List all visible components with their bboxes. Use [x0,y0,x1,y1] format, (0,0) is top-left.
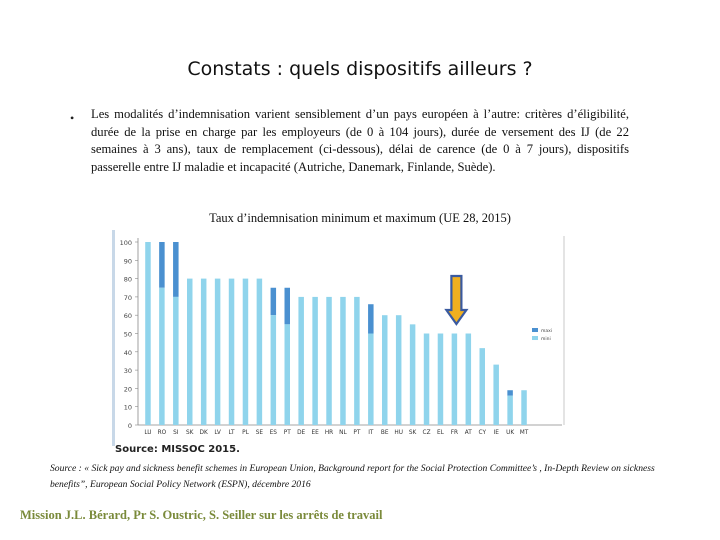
y-tick-label: 80 [123,275,132,284]
bar-mini [243,279,249,425]
bar-mini [201,279,207,425]
bar-mini [285,324,291,425]
bar-mini [521,390,527,425]
footer-text: Mission J.L. Bérard, Pr S. Oustric, S. Seiller sur les arrêts de travail [20,508,383,522]
chart-left-edge [112,230,115,446]
bar-mini [480,348,486,425]
y-tick-label: 70 [123,293,132,302]
bar-mini [187,279,193,425]
x-tick-label: BE [380,430,389,436]
bar-mini [438,334,444,426]
bar-mini [159,288,165,425]
x-tick-label: SE [255,430,264,436]
y-tick-label: 60 [123,312,132,321]
bar-chart [112,230,567,458]
bar-maxi [285,288,291,325]
legend-label: maxi [541,329,553,335]
x-tick-label: IE [493,430,499,436]
bar-mini [368,334,374,426]
x-tick-label: CY [478,430,486,436]
bar-mini [410,324,416,425]
x-tick-label: EL [437,430,444,436]
source-note: Source : « Sick pay and sickness benefit schemes in European Union, Background report for the Social Protection Committee’s , In-Depth Review on sickness benefits”, European Social Policy Network (ESPN), décembre 2016 [50,463,655,490]
x-tick-label: AT [464,430,472,436]
x-tick-label: UK [506,430,515,436]
bar-mini [298,297,304,425]
legend-label: mini [541,337,551,343]
x-tick-label: HU [394,430,403,436]
legend-swatch [532,328,538,332]
slide-title: Constats : quels dispositifs ailleurs ? [187,58,533,80]
y-tick-label: 100 [119,239,132,247]
y-tick-label: 30 [123,367,132,376]
bar-mini [229,279,235,425]
x-tick-label: SK [186,430,194,436]
bar-mini [493,365,499,425]
bar-mini [271,315,277,425]
x-tick-label: LT [228,430,235,436]
x-tick-label: FR [450,430,459,436]
bar-mini [466,334,472,426]
y-tick-label: 20 [123,385,132,394]
x-tick-label: HR [324,430,334,436]
y-tick-label: 0 [127,422,132,430]
x-tick-label: LV [214,430,221,436]
bullet-text: Les modalités d’indemnisation varient sensiblement d’un pays européen à l’autre: critères d’éligibilité, durée de la prise en charge par les employeurs (de 0 à 104 jours), durée de versement des IJ (de 22 semaines à 3 ans), taux de remplacement (ci-dessous), délai de carence (de 0 à 7 jours), dispositifs passerelle entre IJ maladie et incapacité (Autriche, Danemark, Finlande, Suède). [91,107,629,174]
x-tick-label: MT [519,430,529,436]
bar-mini [382,315,388,425]
y-tick-label: 50 [123,330,132,339]
x-tick-label: DK [199,430,208,436]
x-tick-label: ES [269,430,277,436]
bar-maxi [271,288,277,315]
x-tick-label: IT [368,430,374,436]
legend-swatch [532,336,538,340]
x-tick-label: RO [157,430,167,436]
bar-maxi [368,304,374,333]
bar-mini [326,297,332,425]
chart-source-label: Source: MISSOC 2015. [115,444,240,455]
bar-mini [215,279,221,425]
highlight-arrow [446,276,466,324]
x-tick-label: PT [353,430,361,436]
x-tick-label: PL [242,430,249,436]
bar-mini [312,297,318,425]
x-tick-label: NL [339,430,347,436]
bar-mini [340,297,346,425]
bar-mini [452,334,458,426]
bar-maxi [173,242,179,297]
bullet-marker: • [70,111,75,125]
bar-mini [354,297,360,425]
chart-caption: Taux d’indemnisation minimum et maximum (UE 28, 2015) [209,211,511,225]
bar-mini [396,315,402,425]
x-tick-label: SK [408,430,417,436]
y-tick-label: 10 [123,403,132,412]
y-tick-label: 40 [123,348,132,357]
bar-mini [424,334,430,426]
bar-maxi [159,242,165,288]
x-tick-label: CZ [422,430,431,436]
y-tick-label: 90 [123,257,132,266]
x-tick-label: SI [173,430,179,436]
x-tick-label: DE [297,430,306,436]
bar-mini [257,279,263,425]
bar-maxi [507,390,513,395]
x-tick-label: LU [144,430,152,436]
x-tick-label: PT [283,430,291,436]
x-tick-label: EE [311,430,319,436]
bar-mini [145,242,151,425]
bar-mini [173,297,179,425]
bar-mini [507,396,513,425]
